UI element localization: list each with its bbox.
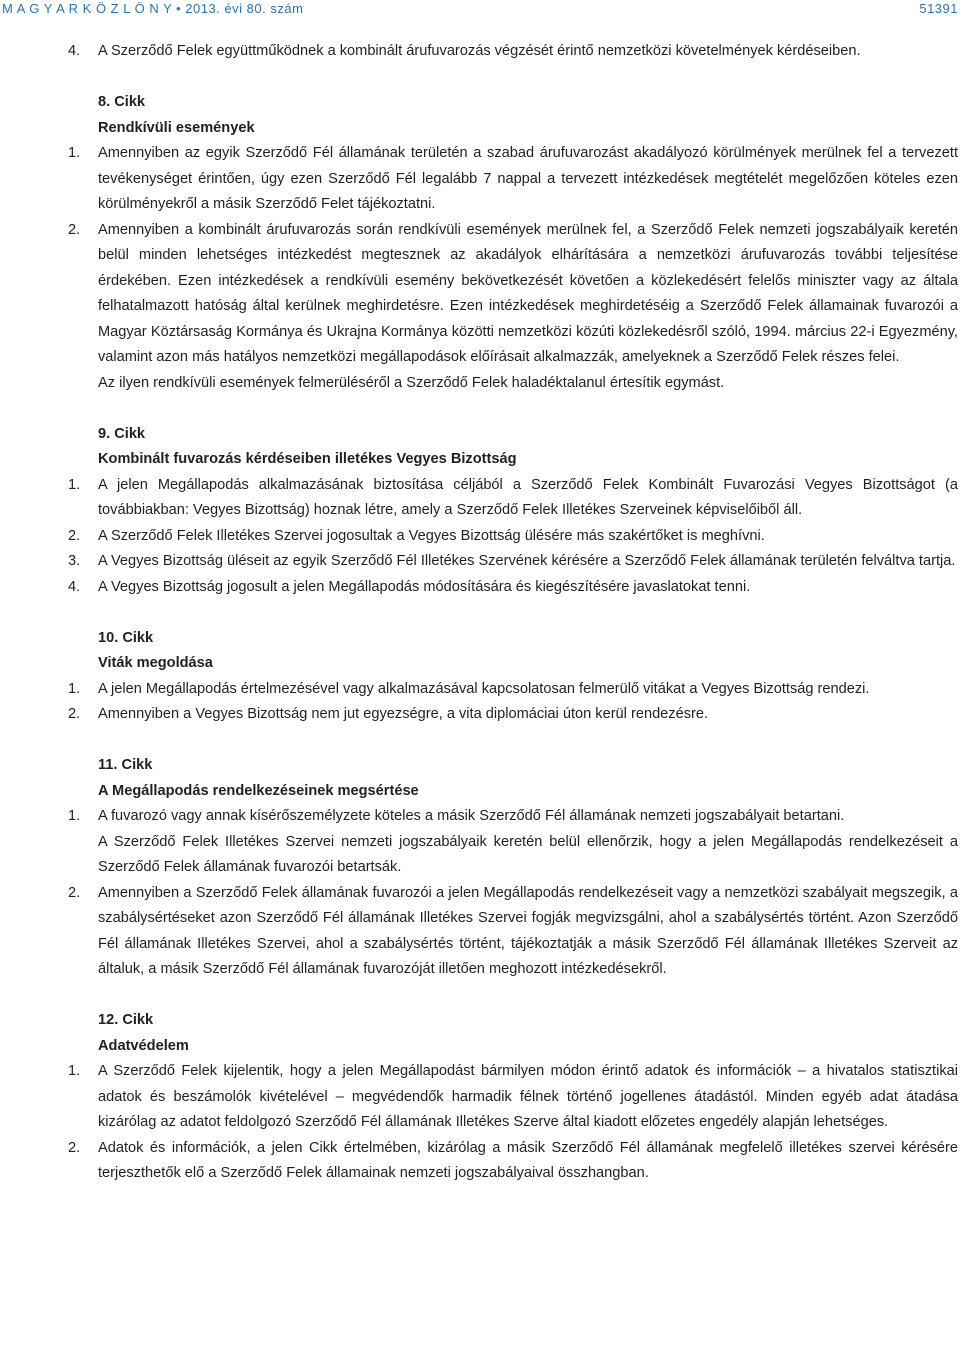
item-number: 1. [68,680,81,697]
item-number: 2. [68,706,81,722]
item-number: 4. [68,43,81,59]
article-number: 11. Cikk [98,757,153,773]
item-text: Amennyiben az egyik Szerződő Fél államának területén a szabad árufuvarozást akadályozó körülmények merülnek fel a tervezett tevékenységet érintően, úgy ezen Szerződő Fél legalább 7 nappal a tervezett intézkedések megtételét megelőzően köteles ezen körülményekről a másik Szerződő Felet tájékoztatni. [98,145,958,212]
list-item [68,524,958,550]
article-title: Kombinált fuvarozás kérdéseiben illetékes Vegyes Bizottság [98,451,517,467]
list-item [68,702,958,728]
article-number: 9. Cikk [98,425,146,442]
list-item [68,39,958,65]
article-title: Viták megoldása [98,655,213,671]
item-number: 1. [68,476,81,493]
item-number: 2. [68,884,81,901]
item-text: A Szerződő Felek együttműködnek a kombinált árufuvarozás végzését érintő nemzetközi követelmények kérdéseiben. [98,43,861,59]
item-text: A Vegyes Bizottság üléseit az egyik Szerződő Fél Illetékes Szervének kérésére a Szerződő Felek államának területén felváltva tartja. [98,553,956,569]
article-title: Adatvédelem [98,1037,189,1054]
journal-title: M A G Y A R K Ö Z L Ö N Y • 2013. évi 80. szám [2,1,304,16]
list-item [68,141,958,218]
item-text: A fuvarozó vagy annak kísérőszemélyzete köteles a másik Szerződő Fél államának nemzeti jogszabályait betartani. [98,808,845,824]
list-item [68,1059,958,1136]
item-text: A Szerződő Felek kijelentik, hogy a jelen Megállapodást bármilyen módon érintő adatok és információk – a hivatalos statisztikai adatok és beszámolók kivételével – megvédendők harmadik félnek történő jogellenes átadástól. Minden egyéb adat átadása kizárólag az adatot feldolgozó Szerződő Fél államának Illetékes Szerve által kiadott előzetes engedély alapján lehetséges. [98,1063,958,1130]
item-number: 1. [68,808,81,824]
article-title: A Megállapodás rendelkezéseinek megsértése [98,782,419,799]
list-item [68,218,958,371]
article-title: Rendkívüli események [98,119,255,136]
item-number: 3. [68,553,81,569]
paragraph-continuation: A Szerződő Felek Illetékes Szervei nemzeti jogszabályaik keretén belül ellenőrzik, hogy a jelen Megállapodás rendelkezéseit a Szerződő Felek államának fuvarozói betartsák. [98,833,958,875]
list-item [68,677,958,703]
page-header [0,0,960,22]
item-text: A Szerződő Felek Illetékes Szervei jogosultak a Vegyes Bizottság ülésére más szakértőket is meghívni. [98,527,765,544]
item-text: Amennyiben a Szerződő Felek államának fuvarozói a jelen Megállapodás rendelkezéseit vagy a nemzetközi szabályait megszegik, a szabálysértéseket azon Szerződő Fél államának Illetékes Szervei fogják megvizsgálni, ahol a szabálysértés történt. Azon Szerződő Fél államának Illetékes Szervei, ahol a szabálysértés történt, tájékoztatják a másik Szerződő Fél államának Illetékes Szerveit az általuk, a másik Szerződő Fél államának fuvarozóját illetően meghozott intézkedésekről. [98,884,958,977]
item-text: Amennyiben a Vegyes Bizottság nem jut egyezségre, a vita diplomáciai úton kerül rendezésre. [98,706,709,722]
item-number: 2. [68,1139,81,1156]
list-item [68,1136,958,1187]
article-number: 8. Cikk [98,94,146,110]
item-text: Adatok és információk, a jelen Cikk értelmében, kizárólag a másik Szerződő Fél államának megfelelő illetékes szervei kérésére terjeszthetők elő a Szerződő Felek államainak nemzeti jogszabályaival összhangban. [98,1139,958,1181]
item-number: 2. [68,221,81,238]
list-item [68,881,958,983]
list-item [68,473,958,524]
list-item [68,804,958,830]
item-number: 4. [68,578,81,595]
item-text: A Vegyes Bizottság jogosult a jelen Megállapodás módosítására és kiegészítésére javaslatokat tenni. [98,578,751,595]
item-text: A jelen Megállapodás értelmezésével vagy alkalmazásával kapcsolatosan felmerülő vitákat a Vegyes Bizottság rendezi. [98,680,870,697]
page-number: 51391 [919,1,958,16]
article-number: 10. Cikk [98,629,154,646]
article-number: 12. Cikk [98,1012,154,1028]
item-number: 2. [68,527,81,544]
list-item [68,549,958,575]
document-body [68,39,958,1187]
item-text: Amennyiben a kombinált árufuvarozás során rendkívüli események merülnek fel, a Szerződő Felek nemzeti jogszabályaik keretén belül minden lehetséges intézkedést megtesznek az akadályok elhárítására a nemzetközi árufuvarozás további teljesítése érdekében. Ezen intézkedések a rendkívüli esemény bekövetkezését követően a közlekedésért felelős miniszter vagy az általa felhatalmazott hatóság által kerülnek meghirdetésre. Ezen intézkedések meghirdetéséig a Szerződő Felek államainak fuvarozói a Magyar Köztársaság Kormánya és Ukrajna Kormánya közötti nemzetközi közúti közlekedésről szóló, 1994. március 22-i Egyezmény, valamint azon más hatályos nemzetközi megállapodások előírásait alkalmazzák, amelyeknek a Szerződő Felek részes felei. [98,221,958,365]
paragraph-continuation: Az ilyen rendkívüli események felmerüléséről a Szerződő Felek haladéktalanul értesítik egymást. [98,374,725,391]
item-text: A jelen Megállapodás alkalmazásának biztosítása céljából a Szerződő Felek Kombinált Fuvarozási Vegyes Bizottságot (a továbbiakban: Vegyes Bizottság) hoznak létre, amely a Szerződő Felek Illetékes Szerveinek képviselőiből áll. [98,476,958,518]
item-number: 1. [68,145,81,161]
item-number: 1. [68,1063,81,1079]
list-item [68,575,958,601]
